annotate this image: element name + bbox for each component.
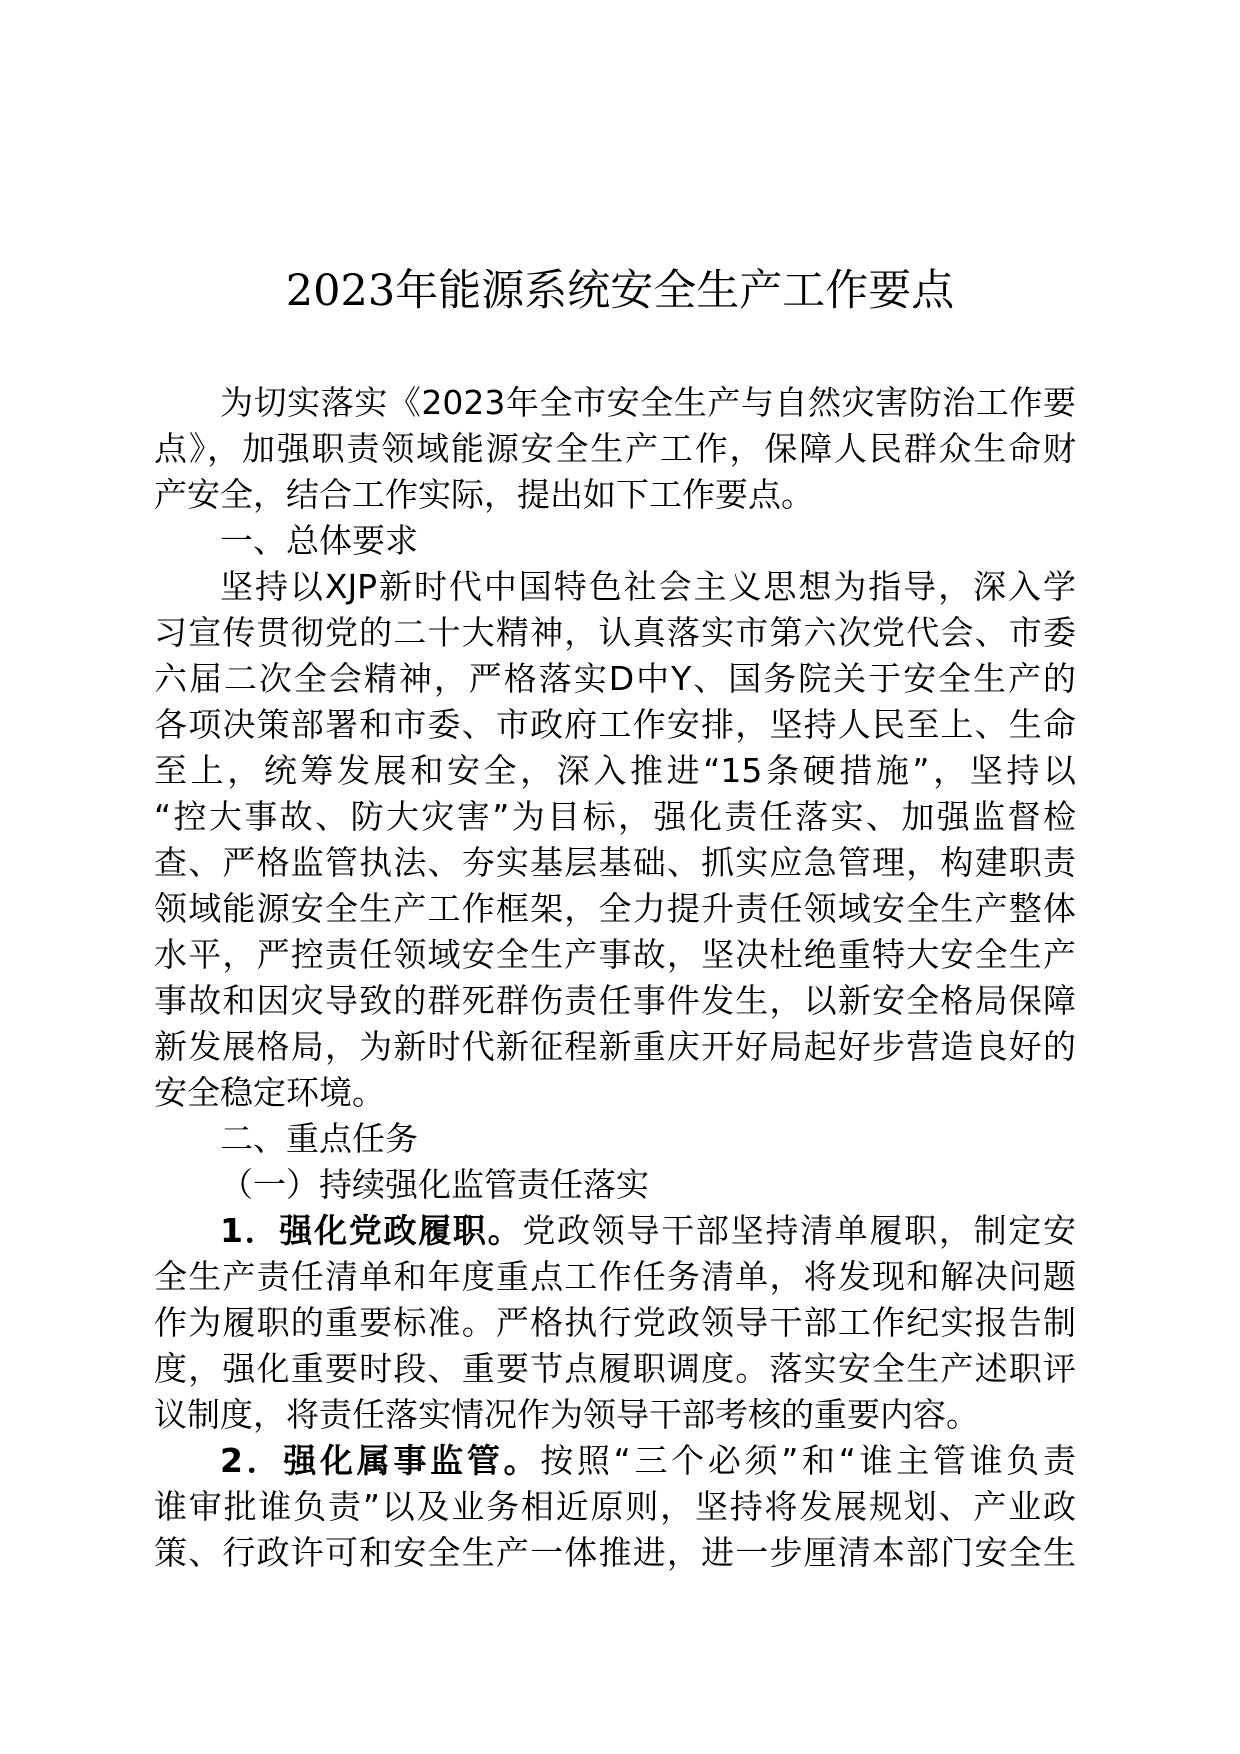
- item-lead: 1．强化党政履职。: [220, 1211, 523, 1250]
- paragraph-line: 事故和因灾导致的群死群伤责任事件发生，以新安全格局保障: [154, 981, 1076, 1020]
- paragraph-line: 坚持以XJP新时代中国特色社会主义思想为指导，深入学: [220, 567, 1076, 606]
- item-first-line: [154, 1208, 1076, 1254]
- paragraph-line: 议制度，将责任落实情况作为领导干部考核的重要内容。: [154, 1395, 979, 1434]
- paragraph-line: 习宣传贯彻党的二十大精神，认真落实市第六次党代会、市委: [154, 613, 1076, 652]
- document-title: 2023年能源系统安全生产工作要点: [285, 266, 955, 316]
- paragraph-line: 各项决策部署和市委、市政府工作安排，坚持人民至上、生命: [154, 705, 1076, 744]
- paragraph-line: 作为履职的重要标准。严格执行党政领导干部工作纪实报告制: [154, 1303, 1076, 1342]
- item-text: 按照“三个必须”和“谁主管谁负责: [540, 1441, 1076, 1480]
- paragraph-line: 策、行政许可和安全生产一体推进，进一步厘清本部门安全生: [154, 1533, 1076, 1572]
- item-text: 党政领导干部坚持清单履职，制定安: [522, 1211, 1077, 1250]
- paragraph-line: 查、严格监管执法、夯实基层基础、抓实应急管理，构建职责: [154, 843, 1076, 882]
- paragraph-line: 点》，加强职责领域能源安全生产工作，保障人民群众生命财: [154, 429, 1076, 468]
- paragraph-line: 至上，统筹发展和安全，深入推进“15条硬措施”，坚持以: [154, 751, 1076, 790]
- paragraph-line: 领域能源安全生产工作框架，全力提升责任领域安全生产整体: [154, 889, 1076, 928]
- item-lead: 2．强化属事监管。: [220, 1441, 541, 1480]
- paragraph-line: 水平，严控责任领域安全生产事故，坚决杜绝重特大安全生产: [154, 935, 1076, 974]
- item-first-line: [154, 1438, 1076, 1484]
- paragraph-line: 全生产责任清单和年度重点工作任务清单，将发现和解决问题: [154, 1257, 1076, 1296]
- paragraph-line: 六届二次全会精神，严格落实D中Y、国务院关于安全生产的: [154, 659, 1076, 698]
- document-body: [154, 380, 1076, 1576]
- paragraph-line: 安全稳定环境。: [154, 1073, 385, 1112]
- paragraph-line: 新发展格局，为新时代新征程新重庆开好局起好步营造良好的: [154, 1027, 1076, 1066]
- paragraph-line: 度，强化重要时段、重要节点履职调度。落实安全生产述职评: [154, 1349, 1076, 1388]
- section-heading: 一、总体要求: [220, 521, 418, 560]
- section-heading: 二、重点任务: [220, 1119, 418, 1158]
- subsection-heading: （一）持续强化监管责任落实: [220, 1165, 649, 1204]
- paragraph-line: 产安全，结合工作实际，提出如下工作要点。: [154, 475, 814, 514]
- paragraph-line: 谁审批谁负责”以及业务相近原则，坚持将发展规划、产业政: [154, 1487, 1076, 1526]
- paragraph-line: 为切实落实《2023年全市安全生产与自然灾害防治工作要: [220, 383, 1076, 422]
- paragraph-line: “控大事故、防大灾害”为目标，强化责任落实、加强监督检: [154, 797, 1076, 836]
